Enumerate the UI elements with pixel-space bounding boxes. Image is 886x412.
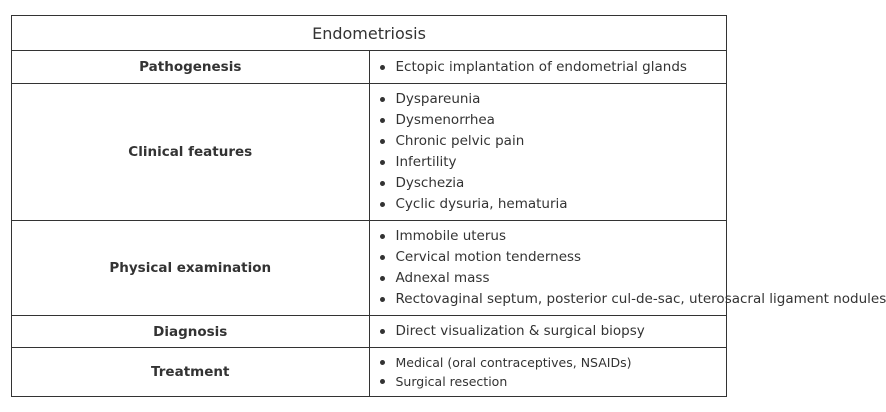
list-item: Immobile uterus (378, 226, 727, 247)
list-item: Rectovaginal septum, posterior cul-de-sac, uterosacral ligament nodules (378, 289, 727, 310)
list-item: Infertility (378, 152, 727, 173)
endometriosis-table (11, 15, 886, 397)
row-content-diagnosis (369, 316, 727, 348)
list-item: Ectopic implantation of endometrial glands (378, 57, 727, 78)
table-row-diagnosis (12, 316, 727, 348)
list-item: Adnexal mass (378, 268, 727, 289)
table-row-clinical-features (12, 84, 727, 221)
row-label-treatment: Treatment (12, 348, 370, 397)
row-content-pathogenesis (369, 51, 727, 84)
list-item: Dyschezia (378, 173, 727, 194)
table-title: Endometriosis (12, 16, 727, 51)
row-content-physical-examination (369, 221, 886, 316)
table-row-physical-examination (12, 221, 727, 316)
bullet-list (378, 353, 727, 391)
bullet-list (378, 57, 727, 78)
row-label-physical-examination: Physical examination (12, 221, 370, 316)
bullet-list (378, 89, 727, 215)
row-content-clinical-features (369, 84, 727, 221)
list-item: Dysmenorrhea (378, 110, 727, 131)
row-label-diagnosis: Diagnosis (12, 316, 370, 348)
list-item: Cyclic dysuria, hematuria (378, 194, 727, 215)
list-item: Cervical motion tenderness (378, 247, 727, 268)
list-item: Dyspareunia (378, 89, 727, 110)
title-row (12, 16, 727, 51)
row-label-clinical-features: Clinical features (12, 84, 370, 221)
table-row-treatment (12, 348, 727, 397)
list-item: Direct visualization & surgical biopsy (378, 321, 727, 342)
list-item: Chronic pelvic pain (378, 131, 727, 152)
table-row-pathogenesis (12, 51, 727, 84)
bullet-list (378, 321, 727, 342)
list-item: Medical (oral contraceptives, NSAIDs) (378, 353, 727, 372)
row-content-treatment (369, 348, 727, 397)
row-label-pathogenesis: Pathogenesis (12, 51, 370, 84)
bullet-list (378, 226, 886, 310)
list-item: Surgical resection (378, 372, 727, 391)
